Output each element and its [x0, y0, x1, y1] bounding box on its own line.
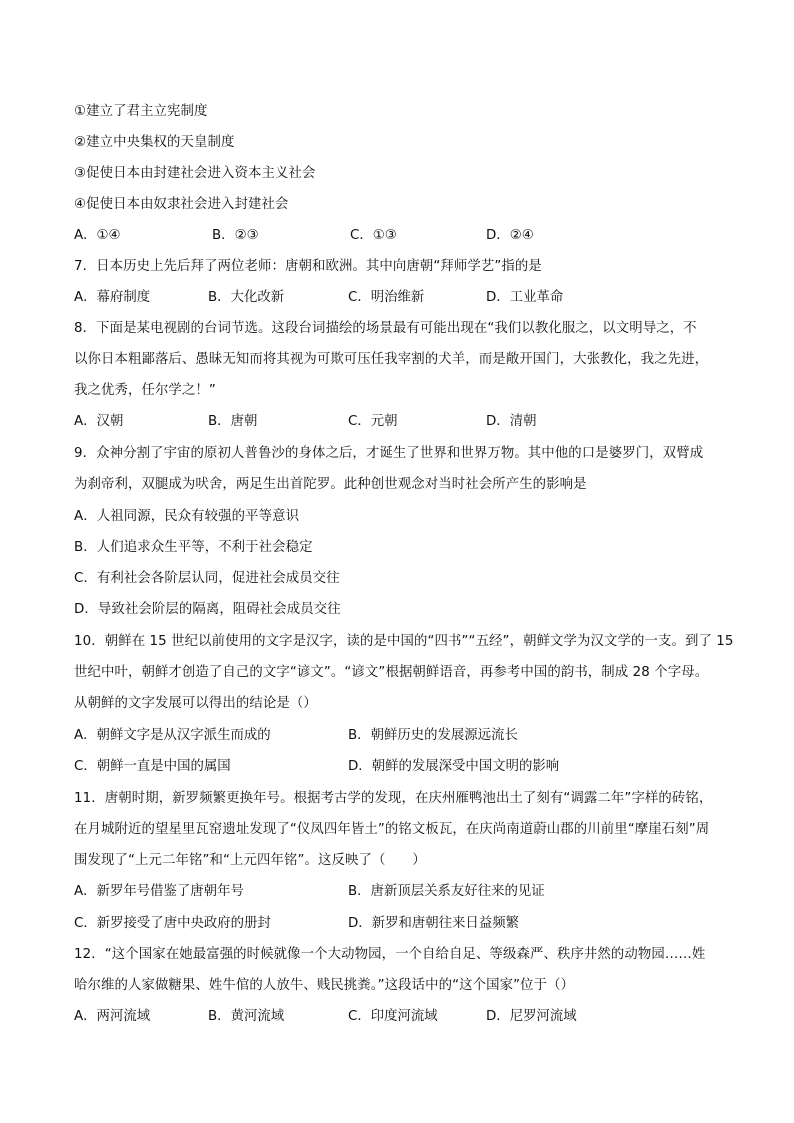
q9-option-b[interactable]: B．人们追求众生平等，不利于社会稳定 [74, 540, 313, 555]
q10-option-d[interactable]: D．朝鲜的发展深受中国文明的影响 [348, 759, 560, 774]
q12-option-a[interactable]: A．两河流域 [74, 1009, 151, 1024]
q7-option-c[interactable]: C．明治维新 [348, 290, 425, 305]
q12-option-b[interactable]: B．黄河流域 [208, 1009, 285, 1024]
q8-stem-line-3: 我之优秀，任尔学之！” [74, 383, 216, 398]
q10-options-row-2 [74, 757, 734, 777]
q11-stem-line-1: 11．唐朝时期，新罗频繁更换年号。根据考古学的发现，在庆州雁鸭池出土了刻有“调露二年”字样的砖铭， [74, 791, 713, 806]
q12-stem-line-2: 哈尔维的人家做糖果、姓牛倌的人放牛、贱民挑粪。”这段话中的“这个国家”位于（） [74, 978, 575, 993]
q8-option-a[interactable]: A．汉朝 [74, 414, 124, 429]
q6-item-4: ④促使日本由奴隶社会进入封建社会 [74, 197, 289, 212]
q8-option-d[interactable]: D．清朝 [486, 414, 537, 429]
q11-option-b[interactable]: B．唐新顶层关系友好往来的见证 [348, 884, 545, 899]
q8-stem-line-1: 8．下面是某电视剧的台词节选。这段台词描绘的场景最有可能出现在“我们以教化服之，以文明导之，不 [74, 321, 697, 336]
q11-stem-line-2: 在月城附近的望星里瓦窑遗址发现了“仪凤四年皆土”的铭文板瓦，在庆尚南道蔚山郡的川前里“摩崖石刻”周 [74, 822, 710, 837]
q12-options [74, 1007, 734, 1027]
q10-options-row-1 [74, 726, 734, 746]
q9-option-c[interactable]: C．有利社会各阶层认同，促进社会成员交往 [74, 571, 340, 586]
q7-option-b[interactable]: B．大化改新 [208, 290, 285, 305]
q7-option-a[interactable]: A．幕府制度 [74, 290, 151, 305]
q10-stem-line-3: 从朝鲜的文字发展可以得出的结论是（） [74, 696, 317, 711]
q6-item-2: ②建立中央集权的天皇制度 [74, 135, 235, 150]
q8-option-b[interactable]: B．唐朝 [208, 414, 258, 429]
q7-stem: 7．日本历史上先后拜了两位老师：唐朝和欧洲。其中向唐朝“拜师学艺”指的是 [74, 259, 542, 274]
q11-stem-line-3: 围发现了“上元二年铭”和“上元四年铭”。这反映了（ ） [74, 853, 426, 868]
q6-option-d[interactable]: D．②④ [486, 228, 534, 243]
q6-option-c[interactable]: C．①③ [350, 228, 397, 243]
q6-option-b[interactable]: B．②③ [212, 228, 259, 243]
q12-stem-line-1: 12．“这个国家在她最富强的时候就像一个大动物园，一个自给自足、等级森严、秩序井然的动物园……姓 [74, 947, 706, 962]
q11-option-a[interactable]: A．新罗年号借鉴了唐朝年号 [74, 884, 244, 899]
q11-options-row-1 [74, 882, 734, 902]
q9-option-d[interactable]: D．导致社会阶层的隔离，阻碍社会成员交往 [74, 602, 341, 617]
q10-option-a[interactable]: A．朝鲜文字是从汉字派生而成的 [74, 728, 271, 743]
q12-option-c[interactable]: C．印度河流域 [348, 1009, 438, 1024]
q10-stem-line-2: 世纪中叶，朝鲜才创造了自己的文字“谚文”。“谚文”根据朝鲜语音，再参考中国的韵书，制成 28 个字母。 [74, 665, 709, 680]
q8-options [74, 412, 734, 432]
q6-options [74, 226, 734, 246]
q6-item-3: ③促使日本由封建社会进入资本主义社会 [74, 166, 316, 181]
q9-stem-line-2: 为刹帝利，双腿成为吠舍，两足生出首陀罗。此种创世观念对当时社会所产生的影响是 [74, 477, 587, 492]
q10-option-b[interactable]: B．朝鲜历史的发展源远流长 [348, 728, 518, 743]
q6-option-a[interactable]: A．①④ [74, 228, 121, 243]
q10-option-c[interactable]: C．朝鲜一直是中国的属国 [74, 759, 231, 774]
q11-options-row-2 [74, 914, 734, 934]
q12-option-d[interactable]: D．尼罗河流域 [486, 1009, 577, 1024]
q8-stem-line-2: 以你日本粗鄙落后、愚昧无知而将其视为可欺可压任我宰割的犬羊，而是敞开国门，大张教化，我之先进， [74, 352, 709, 367]
q9-option-a[interactable]: A．人祖同源，民众有较强的平等意识 [74, 509, 300, 524]
q9-stem-line-1: 9．众神分割了宇宙的原初人普鲁沙的身体之后，才诞生了世界和世界万物。其中他的口是婆罗门，双臂成 [74, 446, 704, 461]
q11-option-c[interactable]: C．新罗接受了唐中央政府的册封 [74, 916, 271, 931]
q7-option-d[interactable]: D．工业革命 [486, 290, 564, 305]
q6-item-1: ①建立了君主立宪制度 [74, 104, 208, 119]
q10-stem-line-1: 10．朝鲜在 15 世纪以前使用的文字是汉字，读的是中国的“四书”“五经”，朝鲜文学为汉文学的一支。到了 15 [74, 634, 734, 649]
q7-options [74, 288, 734, 308]
q8-option-c[interactable]: C．元朝 [348, 414, 398, 429]
q11-option-d[interactable]: D．新罗和唐朝往来日益频繁 [348, 916, 519, 931]
